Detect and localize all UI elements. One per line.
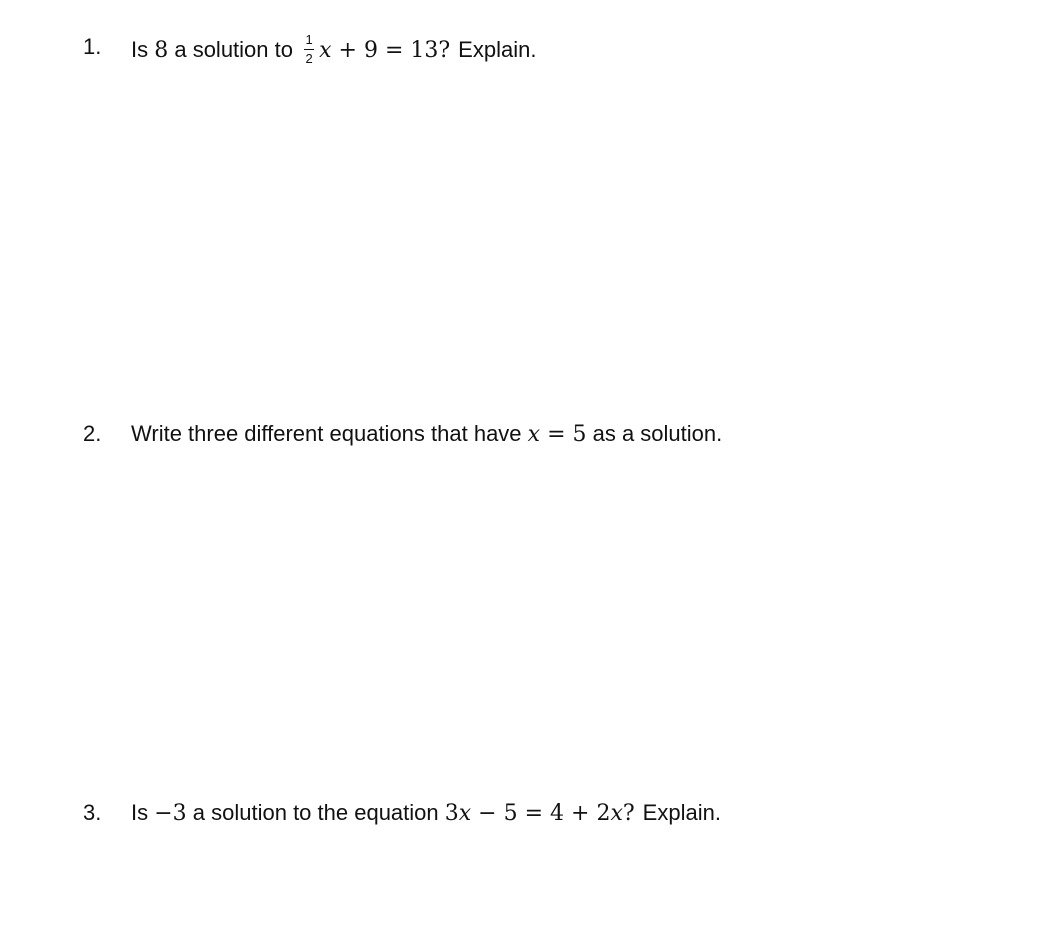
problem-number: 1. (83, 34, 102, 59)
equation-coefficient: 3 (444, 801, 459, 826)
equation-variable: x (319, 37, 332, 63)
problem-mid: a solution to the equation (186, 800, 445, 825)
equation-variable: x (527, 422, 541, 447)
equation-end: ? (622, 801, 635, 826)
problem-3 (0, 799, 1052, 839)
problem-suffix: Explain. (458, 36, 537, 62)
fraction-bar (304, 49, 314, 50)
fraction (302, 31, 316, 67)
equation (445, 801, 635, 826)
math-value: 8 (154, 37, 169, 63)
equation-rest: = 5 (540, 422, 587, 447)
equation-variable-2: x (610, 801, 623, 826)
equation-variable: x (458, 801, 472, 826)
problem-prefix: Is (131, 36, 155, 62)
problem-suffix: as a solution. (586, 421, 723, 446)
math-value: −3 (154, 801, 187, 826)
fraction-denominator: 2 (305, 51, 313, 66)
equation (319, 38, 450, 63)
problem-1 (0, 33, 1052, 73)
problem-prefix: Is (131, 800, 155, 825)
equation (528, 422, 587, 447)
problem-number: 3. (83, 800, 102, 825)
problem-2 (0, 420, 1052, 460)
problem-text (131, 799, 721, 828)
problem-mid: a solution to (168, 36, 300, 62)
equation-rest: + 9 = 13? (331, 37, 451, 63)
problem-prefix: Write three different equations that have (131, 421, 528, 446)
equation-middle: − 5 = 4 + 2 (471, 801, 611, 826)
fraction-numerator: 1 (305, 32, 313, 47)
problem-text (131, 420, 722, 449)
problem-text (131, 33, 536, 69)
problem-number: 2. (83, 421, 102, 446)
problem-suffix: Explain. (642, 800, 721, 825)
